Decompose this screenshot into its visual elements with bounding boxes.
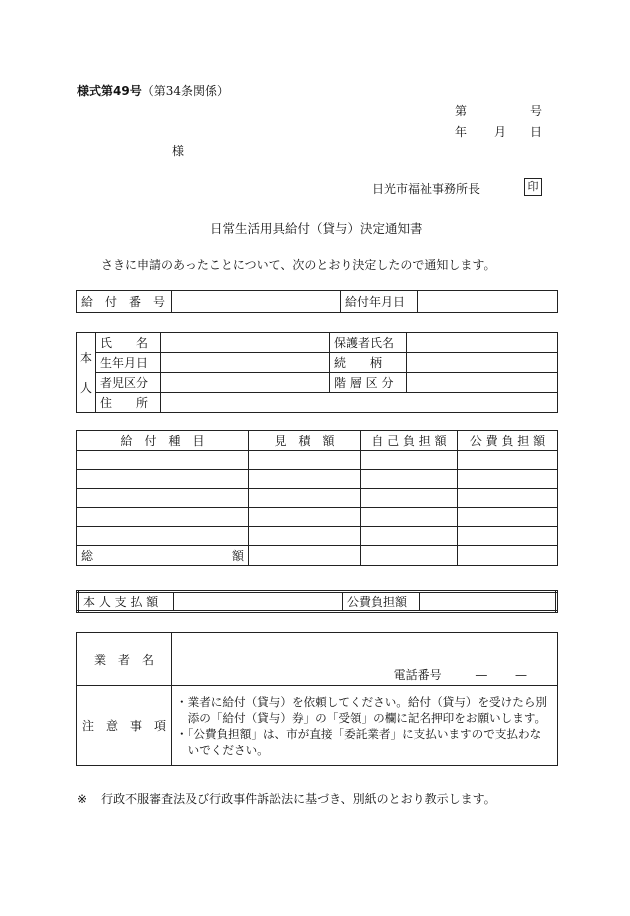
date-month: 月 — [494, 125, 507, 139]
table-payment — [76, 590, 558, 613]
date-year: 年 — [455, 125, 468, 139]
table-person — [76, 332, 558, 413]
note-2-line-a: ・「公費負担額」は、市が直接「委託業者」に支払いますので支払わな — [176, 726, 542, 741]
person-group-char2: 人 — [79, 380, 92, 395]
note-2-line-b: いでください。 — [176, 742, 269, 757]
dob-label: 生年月日 — [96, 353, 161, 373]
notes-label: 注 意 事 項 — [77, 686, 172, 766]
person-group-label — [77, 333, 96, 413]
public-pay-amount-value[interactable] — [420, 592, 557, 612]
total-row — [77, 546, 558, 566]
total-public-pay[interactable] — [458, 546, 558, 566]
addressee-sama: 様 — [172, 144, 185, 158]
table-row — [77, 489, 558, 508]
public-pay-amount-label: 公費負担額 — [343, 592, 420, 612]
relation-label: 続 柄 — [330, 353, 407, 373]
table-items — [76, 430, 558, 566]
footer-mark: ※ — [77, 792, 88, 806]
tier-value[interactable] — [407, 373, 558, 393]
address-label: 住 所 — [96, 393, 161, 413]
table-row — [77, 451, 558, 470]
estimate-header: 見 積 額 — [249, 431, 361, 451]
issuer-name: 日光市福祉事務所長 — [372, 182, 481, 196]
item-type-header: 給 付 種 目 — [77, 431, 249, 451]
category-value[interactable] — [161, 373, 330, 393]
public-pay-header: 公 費 負 担 額 — [458, 431, 558, 451]
phone-dash-1: — — [475, 668, 488, 682]
name-label: 氏 名 — [96, 333, 161, 353]
seal-stamp: 印 — [524, 178, 542, 196]
total-self-pay[interactable] — [361, 546, 458, 566]
person-group-char1: 本 — [79, 350, 92, 365]
table-grant-number — [76, 290, 558, 313]
notes-content — [172, 686, 558, 766]
footer-note — [77, 790, 496, 807]
dob-value[interactable] — [161, 353, 330, 373]
vendor-label: 業 者 名 — [77, 633, 172, 686]
note-1-line-a: ・業者に給付（貸与）を依頼してください。給付（貸与）を受けたら別 — [176, 694, 548, 709]
footer-text: 行政不服審査法及び行政事件訴訟法に基づき、別紙のとおり教示します。 — [101, 792, 496, 806]
vendor-value[interactable] — [172, 633, 558, 686]
guardian-label: 保護者氏名 — [330, 333, 407, 353]
relation-value[interactable] — [407, 353, 558, 373]
date-day: 日 — [530, 125, 543, 139]
doc-number-go: 号 — [530, 104, 543, 118]
total-label-right: 額 — [231, 549, 244, 563]
tier-label: 階 層 区 分 — [330, 373, 407, 393]
address-value[interactable] — [161, 393, 558, 413]
phone-line — [176, 666, 553, 683]
table-row — [77, 508, 558, 527]
total-label-left: 総 — [81, 549, 94, 563]
form-reference: （第34条関係） — [141, 84, 229, 98]
total-estimate[interactable] — [249, 546, 361, 566]
seal-mark — [524, 178, 542, 196]
intro-text: さきに申請のあったことについて、次のとおり決定したので通知します。 — [101, 258, 496, 272]
category-label: 者児区分 — [96, 373, 161, 393]
table-vendor-notes — [76, 632, 558, 766]
form-number-label: 様式第49号 — [77, 84, 142, 98]
phone-dash-2: — — [515, 668, 527, 682]
doc-number-dai: 第 — [455, 104, 468, 118]
grant-date-label: 給付年月日 — [341, 291, 418, 313]
self-pay-amount-value[interactable] — [174, 592, 343, 612]
table-row — [77, 470, 558, 489]
self-pay-header: 自 己 負 担 額 — [361, 431, 458, 451]
grant-number-label: 給 付 番 号 — [77, 291, 172, 313]
phone-label: 電話番号 — [393, 668, 442, 682]
grant-date-value[interactable] — [418, 291, 558, 313]
grant-number-value[interactable] — [172, 291, 341, 313]
table-row — [77, 527, 558, 546]
guardian-value[interactable] — [407, 333, 558, 353]
total-label — [77, 546, 249, 566]
form-number — [77, 82, 229, 99]
name-value[interactable] — [161, 333, 330, 353]
note-1-line-b: 添の「給付（貸与）券」の「受領」の欄に記名押印をお願いします。 — [176, 710, 547, 725]
self-pay-amount-label: 本 人 支 払 額 — [78, 592, 174, 612]
document-title: 日常生活用具給付（貸与）決定通知書 — [210, 221, 423, 236]
